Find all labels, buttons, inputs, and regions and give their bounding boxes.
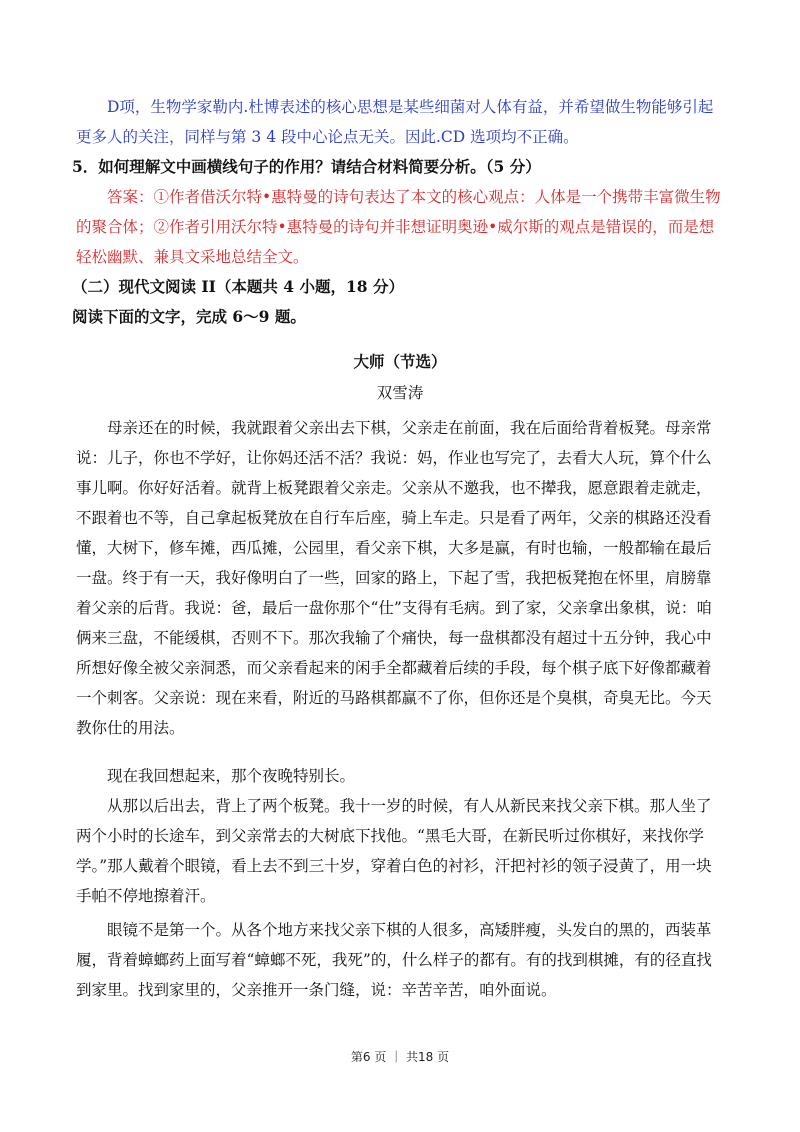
option-d-explanation: D项，生物学家勒内.杜博表述的核心思想是某些细菌对人体有益，并希望做生物能够引起更多人的关注，同样与第 3 4 段中心论点无关。因此.CD 选项均不正确。 <box>76 98 714 146</box>
section-heading: （二）现代文阅读 II（本题共 4 小题，18 分） <box>72 277 404 296</box>
question-5: 5．如何理解文中画横线句子的作用？请结合材料简要分析。（5 分） <box>72 157 541 176</box>
reading-instruction: 阅读下面的文字，完成 6～9 题。 <box>72 307 306 326</box>
story-title: 大师（节选） <box>353 352 447 371</box>
story-paragraph-4: 眼镜不是第一个。从各个地方来找父亲下棋的人很多，高矮胖瘦，头发白的黑的，西装革履，背着蟑螂药上面写着“蟑螂不死，我死”的，什么样子的都有。有的找到棋摊，有的径直找到家里。找到家里的，父亲推开一条门缝，说：辛苦辛苦，咱外面说。 <box>76 921 712 999</box>
story-paragraph-1: 母亲还在的时候，我就跟着父亲出去下棋，父亲走在前面，我在后面给背着板凳。母亲常说：儿子，你也不学好，让你妈还活不活？我说：妈，作业也写完了，去看大人玩，算个什么事儿啊。你好好活着。就背上板凳跟着父亲走。父亲从不邀我，也不撵我，愿意跟着走就走，不跟着也不等，自己拿起板凳放在自行车后座，骑上车走。只是看了两年，父亲的棋路还没看懂，大树下，修车摊，西瓜摊，公园里，看父亲下棋，大多是赢，有时也输，一般都输在最后一盘。终于有一天，我好像明白了一些，回家的路上，下起了雪，我把板凳抱在怀里，肩膀靠着父亲的后背。我说：爸，最后一盘你那个“仕”支得有毛病。到了家，父亲拿出象棋，说：咱俩来三盘，不能缓棋，否则不下。那次我输了个痛快，每一盘棋都没有超过十五分钟，我心中所想好像全被父亲洞悉，而父亲看起来的闲手全都藏着后续的手段，每个棋子底下好像都藏着一个刺客。父亲说：现在来看，附近的马路棋都赢不了你，但你还是个臭棋，奇臭无比。今天教你仕的用法。 <box>76 419 712 737</box>
story-author: 双雪涛 <box>376 384 424 402</box>
page-footer: 第6 页 ｜ 共18 页 <box>350 1050 450 1064</box>
story-paragraph-2: 现在我回想起来，那个夜晚特别长。 <box>107 767 356 785</box>
story-paragraph-3: 从那以后出去，背上了两个板凳。我十一岁的时候，有人从新民来找父亲下棋。那人坐了两个小时的长途车，到父亲常去的大树底下找他。“黑毛大哥，在新民听过你棋好，来找你学学。”那人戴着个眼镜，看上去不到三十岁，穿着白色的衬衫，汗把衬衫的领子浸黄了，用一块手帕不停地擦着汗。 <box>76 797 712 905</box>
answer-5: 答案：①作者借沃尔特•惠特曼的诗句表达了本文的核心观点：人体是一个携带丰富微生物的聚合体；②作者引用沃尔特•惠特曼的诗句并非想证明奥逊•威尔斯的观点是错误的，而是想轻松幽默、兼具文采地总结全文。 <box>76 188 721 266</box>
